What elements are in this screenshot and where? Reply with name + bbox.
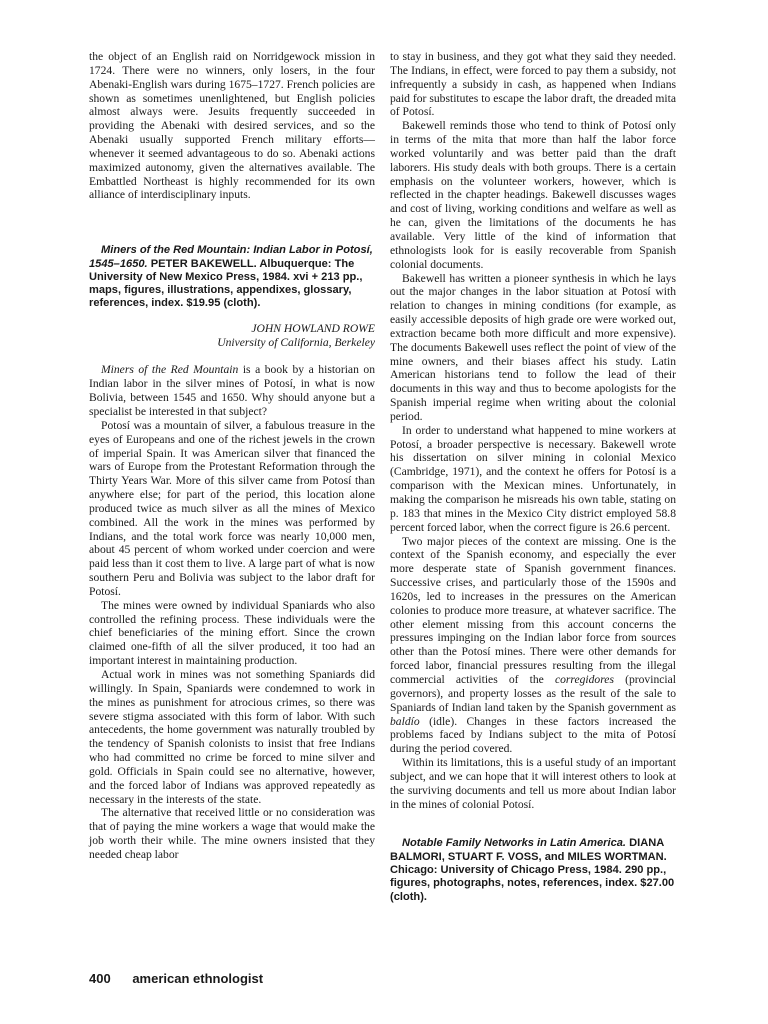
body-paragraph [89,363,375,418]
continued-paragraph: the object of an English raid on Norridgewock mission in 1724. There were no winners, only losers, in the four Abenaki-English wars during 1675–1727. French policies are shown as sometimes unenlightened, but English policies almost always were. Jesuits frequently succeeded in providing the Abenaki with desired services, and so the Abenaki usually supported French military efforts—whenever it seemed advantageous to do so. Abenaki actions maximized autonomy, given the alternatives available. The Embattled Northeast is highly recommended for its own alliance of interdisciplinary inputs. [89,50,375,202]
left-column [89,50,375,862]
paragraph-text: Two major pieces of the context are missing. One is the context of the Spanish economy, and especially the ever more desperate state of Spanish government finances. Successive crises, and particularly those of the 1590s and 1620s, led to increases in the pressures on the American colonies to produce more treasure, at whatever sacrifice. The other element missing from this account concerns the pressures impinging on the Indian labor force from sources other than the Potosí mines. There were other demands for forced labor, financial pressures resulting from the illegal commercial activities of the [390,534,676,686]
paragraph-text: (idle). Changes in these factors increased the problems faced by Indians subject to the mita of Potosí during the period covered. [390,714,676,756]
body-paragraph: In order to understand what happened to mine workers at Potosí, a broader perspective is necessary. Bakewell wrote his dissertation on silver mining in colonial Mexico (Cambridge, 1971), and the context he offers for Potosí is a comparison with the Mexican mines. Unfortunately, in making the comparison he misreads his own table, stating on p. 183 that mines in the Mexico City district employed 58.8 percent forced labor, when the correct figure is 26.6 percent. [390,423,676,534]
body-paragraph: Bakewell has written a pioneer synthesis in which he lays out the major changes in the labor situation at Potosí with relation to changes in mining conditions (for example, as easily accessible deposits of high grade ore were worked out, extraction became both more difficult and more expensive). The documents Bakewell uses reflect the point of view of the mine owners, and their biases affect his study. Latin American historians tend to follow the lead of their documents in this way and thus to become apologists for the Spanish imperial regime when writing about the colonial period. [390,271,676,423]
book-details: DIANA BALMORI, STUART F. VOSS, and MILES WORTMAN. Chicago: University of Chicago Press, 1984. 290 pp., figures, photographs, notes, references, index. $27.00 (cloth). [390,837,675,903]
book-details: PETER BAKEWELL. Albuquerque: The University of New Mexico Press, 1984. xvi + 213 pp., maps, figures, illustrations, appendixes, glossary, references, index. $19.95 (cloth). [89,257,363,310]
reviewer-block [89,322,375,350]
review-heading [89,244,375,310]
page-footer [89,971,263,986]
italic-term: corregidores [554,672,614,686]
body-paragraph [390,535,676,757]
book-title: Notable Family Networks in Latin America. [402,837,626,850]
reviewer-name: JOHN HOWLAND ROWE [251,321,375,335]
reviewer-affiliation: University of California, Berkeley [217,335,375,349]
review-heading [390,837,676,903]
body-paragraph: The mines were owned by individual Spaniards who also controlled the refining process. These individuals were the chief beneficiaries of the mining effort. Since the crown claimed one-fifth of all the silver produced, it too had an important interest in maintaining production. [89,598,375,668]
continued-paragraph: to stay in business, and they got what they said they needed. The Indians, in effect, were forced to pay them a subsidy, not infrequently a subsidy in cash, as happened when Indians paid for substitutes to escape the labor draft, the dreaded mita of Potosí. [390,50,676,119]
paragraph-text: is a book by a historian on Indian labor in the silver mines of Potosí, in what is now Bolivia, between 1545 and 1650. Why should anyone but a specialist be interested in that subject? [89,363,375,418]
page-number: 400 [89,971,111,986]
body-paragraph: Actual work in mines was not something Spaniards did willingly. In Spain, Spaniards were condemned to work in the mines as punishment for atrocious crimes, so there was severe stigma associated with this form of labor. With such antecedents, the home government was naturally troubled by the tendency of Spanish colonists to insist that free Indians who had committed no crime be forced to mine silver and gold. Officials in Spain could see no alternative, however, and the forced labor of Indians was approved repeatedly as necessary in the interests of the state. [89,668,375,806]
paragraph-text: (provincial governors), and property losses as the result of the sale to Spaniards of Indian land taken by the Spanish government as [390,672,676,714]
body-paragraph: Within its limitations, this is a useful study of an important subject, and we can hope that it will interest others to look at the surviving documents and tell us more about Indian labor in the mines of colonial Potosí. [390,756,676,811]
body-paragraph: The alternative that received little or no consideration was that of paying the mine workers a wage that would make the job worth their while. The mine owners insisted that they needed cheap labor [89,806,375,861]
body-paragraph: Potosí was a mountain of silver, a fabulous treasure in the eyes of Europeans and one of the richest jewels in the crown of imperial Spain. It was American silver that financed the wars of Europe from the Protestant Reformation through the Thirty Years War. More of this silver came from Potosí than anywhere else; for part of the period, this location alone produced twice as much silver as all the mines of Mexico combined. All the work in the mines was performed by Indians, and the total work force was nearly 10,000 men, about 45 percent of whom worked under coercion and were paid less than it cost them to live. A large part of what is now southern Peru and Bolivia was subject to the labor draft for Potosí. [89,418,375,598]
book-title-inline: Miners of the Red Mountain [101,363,239,377]
journal-name: american ethnologist [132,971,264,986]
italic-term: baldío [390,714,420,728]
book-title: Miners of the Red Mountain: Indian Labor in Potosí, 1545–1650. [89,244,373,270]
body-paragraph: Bakewell reminds those who tend to think of Potosí only in terms of the mita that more than half the labor force worked voluntarily and was better paid than the draft laborers. His study deals with both groups. There is a certain emphasis on the volunteer workers, however, which is reflected in the chapter headings. Bakewell discusses wages and cost of living, working conditions and welfare as well as he can, given the limitations of the documents he has available. Very little of the kind of information that ethnologists look for is easily recoverable from Spanish colonial documents. [390,119,676,271]
right-column [390,50,676,904]
